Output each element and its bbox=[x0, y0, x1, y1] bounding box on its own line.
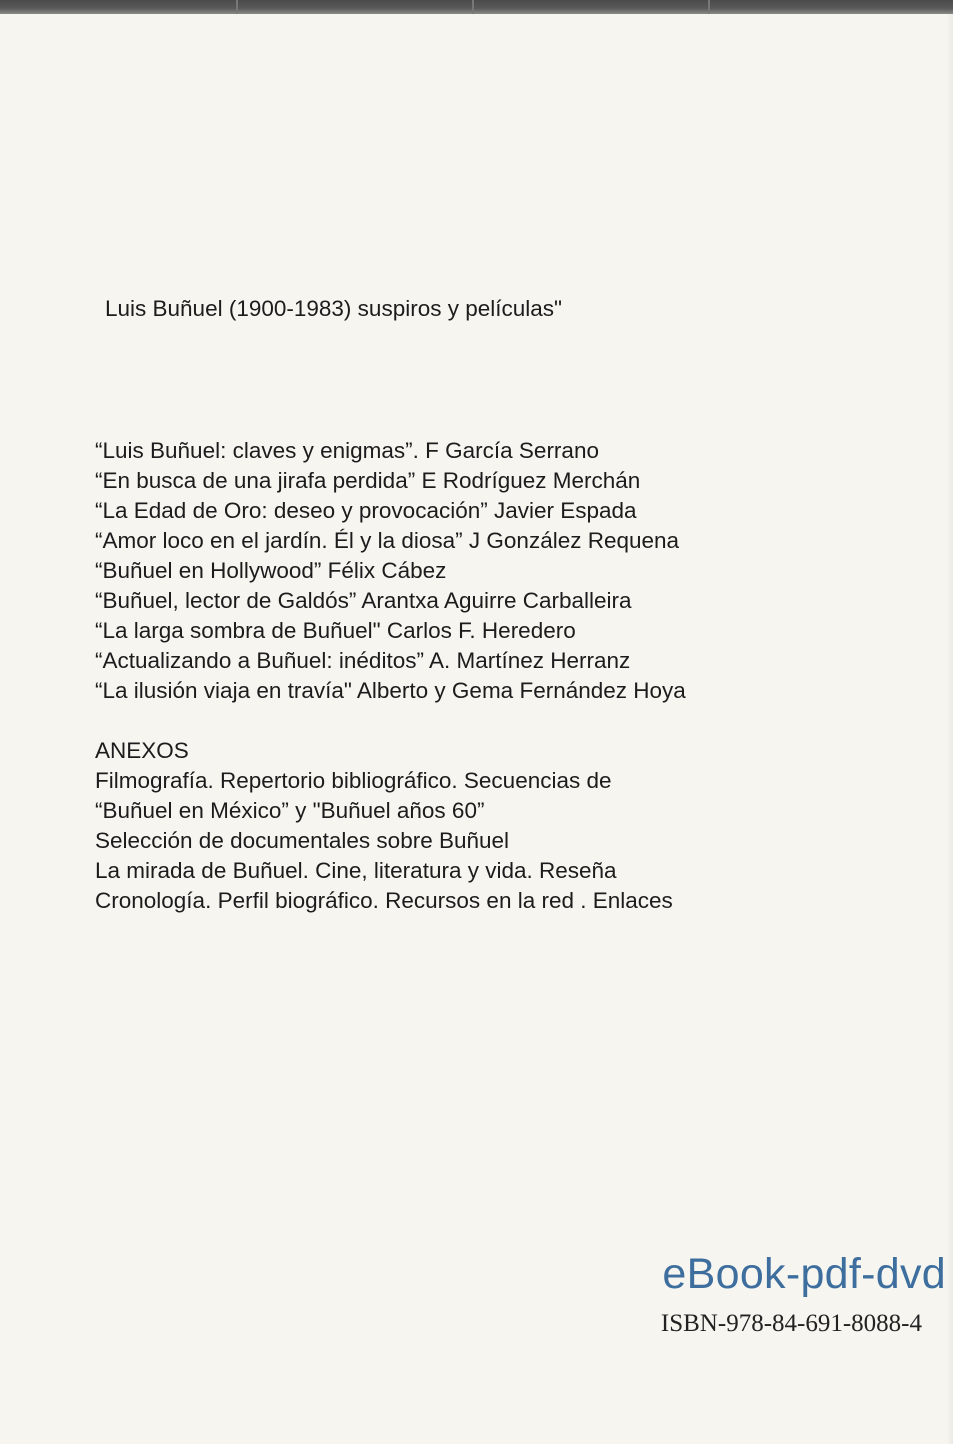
contents-item: “La ilusión viaja en travía" Alberto y Gema Fernández Hoya bbox=[95, 678, 686, 703]
contents-item: “Buñuel en Hollywood” Félix Cábez bbox=[95, 558, 447, 583]
top-dark-band bbox=[0, 0, 953, 14]
band-seam bbox=[236, 0, 238, 14]
annex-line: Selección de documentales sobre Buñuel bbox=[95, 828, 510, 853]
page-edge-shadow bbox=[947, 14, 953, 1444]
annex-line: “Buñuel en México” y "Buñuel años 60” bbox=[95, 798, 485, 823]
contents-item: “Luis Buñuel: claves y enigmas”. F García Serrano bbox=[95, 438, 599, 463]
isbn-number: ISBN-978-84-691-8088-4 bbox=[660, 1310, 922, 1337]
annexes-heading: ANEXOS bbox=[95, 738, 189, 763]
contents-item: “Amor loco en el jardín. Él y la diosa” J González Requena bbox=[95, 528, 680, 553]
format-label: eBook-pdf-dvd bbox=[662, 1250, 946, 1298]
band-seam bbox=[472, 0, 474, 14]
annex-line: La mirada de Buñuel. Cine, literatura y vida. Reseña bbox=[95, 858, 617, 883]
band-seam bbox=[708, 0, 710, 14]
annex-line: Cronología. Perfil biográfico. Recursos en la red . Enlaces bbox=[95, 888, 673, 913]
book-subtitle: Luis Buñuel (1900-1983) suspiros y películas" bbox=[105, 296, 562, 321]
contents-list bbox=[95, 436, 686, 706]
contents-item: “En busca de una jirafa perdida” E Rodríguez Merchán bbox=[95, 468, 641, 493]
contents-item: “La larga sombra de Buñuel" Carlos F. Heredero bbox=[95, 618, 576, 643]
annex-line: Filmografía. Repertorio bibliográfico. Secuencias de bbox=[95, 768, 612, 793]
contents-item: “Actualizando a Buñuel: inéditos” A. Martínez Herranz bbox=[95, 648, 631, 673]
contents-item: “Buñuel, lector de Galdós” Arantxa Aguirre Carballeira bbox=[95, 588, 632, 613]
annexes-section bbox=[95, 736, 673, 916]
contents-item: “La Edad de Oro: deseo y provocación” Javier Espada bbox=[95, 498, 637, 523]
